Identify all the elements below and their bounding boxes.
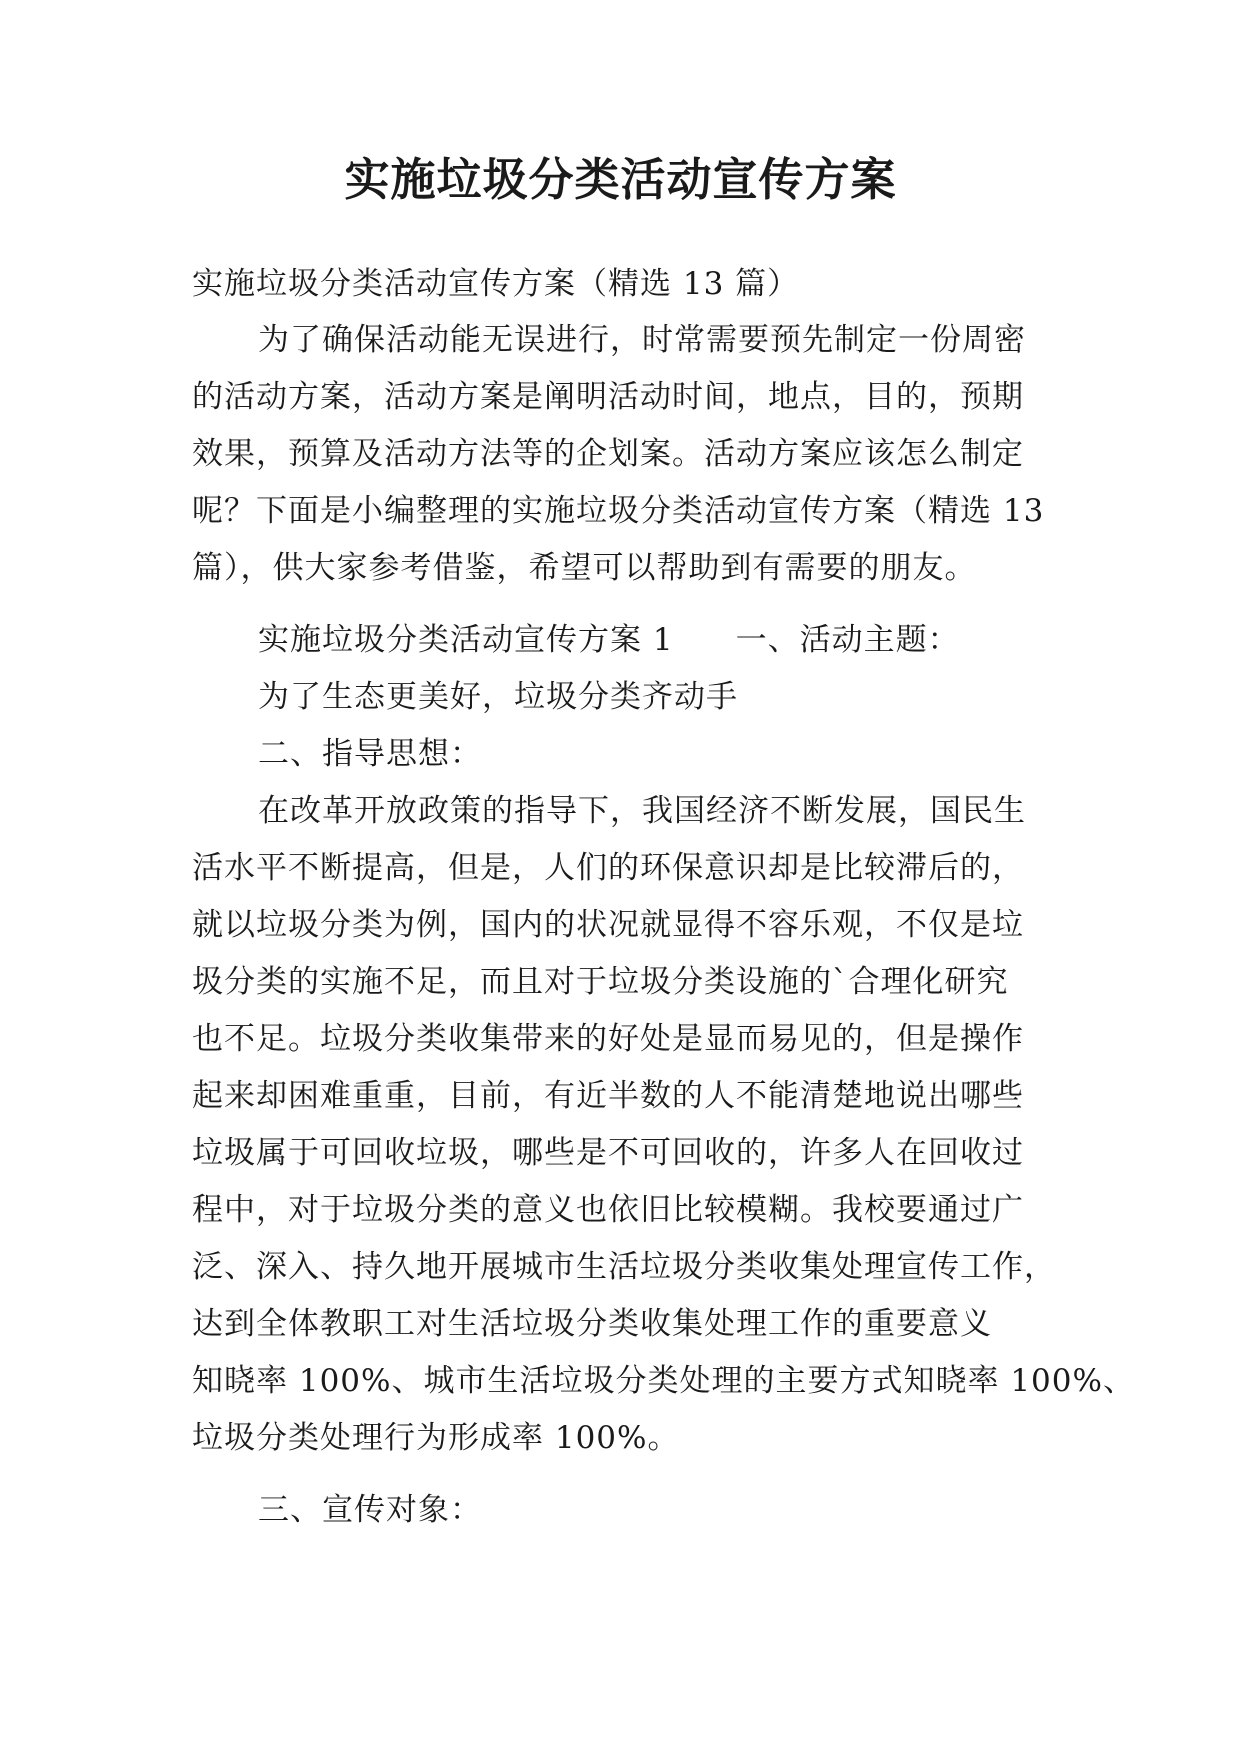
intro-line: 为了确保活动能无误进行，时常需要预先制定一份周密: [258, 322, 1026, 358]
intro-line: 篇），供大家参考借鉴，希望可以帮助到有需要的朋友。: [192, 550, 977, 586]
guide-line: 起来却困难重重，目前，有近半数的人不能清楚地说出哪些: [192, 1078, 1024, 1114]
intro-line: 呢？下面是小编整理的实施垃圾分类活动宣传方案（精选 13: [192, 493, 1045, 529]
theme-line: 为了生态更美好，垃圾分类齐动手: [258, 679, 738, 715]
guide-line: 也不足。垃圾分类收集带来的好处是显而易见的，但是操作: [192, 1021, 1024, 1057]
guide-line: 垃圾分类处理行为形成率 100%。: [192, 1420, 680, 1456]
guide-line: 达到全体教职工对生活垃圾分类收集处理工作的重要意义: [192, 1306, 992, 1342]
document-subtitle: 实施垃圾分类活动宣传方案（精选 13 篇）: [192, 266, 800, 302]
document-title: 实施垃圾分类活动宣传方案: [344, 153, 897, 206]
plan1-title: 实施垃圾分类活动宣传方案 1: [258, 622, 674, 658]
guide-line: 圾分类的实施不足，而且对于垃圾分类设施的`合理化研究: [192, 964, 1009, 1000]
section3-heading: 三、宣传对象：: [258, 1492, 482, 1528]
guide-line: 程中，对于垃圾分类的意义也依旧比较模糊。我校要通过广: [192, 1192, 1024, 1228]
plan-heading-line: [258, 620, 960, 660]
intro-line: 的活动方案，活动方案是阐明活动时间，地点，目的，预期: [192, 379, 1024, 415]
intro-line: 效果，预算及活动方法等的企划案。活动方案应该怎么制定: [192, 436, 1024, 472]
section1-heading: 一、活动主题：: [735, 622, 960, 658]
guide-line: 泛、深入、持久地开展城市生活垃圾分类收集处理宣传工作，: [192, 1249, 1056, 1285]
guide-line: 在改革开放政策的指导下，我国经济不断发展，国民生: [258, 793, 1026, 829]
guide-line: 活水平不断提高，但是，人们的环保意识却是比较滞后的，: [192, 850, 1024, 886]
guide-line: 就以垃圾分类为例，国内的状况就显得不容乐观，不仅是垃: [192, 907, 1024, 943]
guide-line: 知晓率 100%、城市生活垃圾分类处理的主要方式知晓率 100%、: [192, 1363, 1135, 1399]
guide-line: 垃圾属于可回收垃圾，哪些是不可回收的，许多人在回收过: [192, 1135, 1024, 1171]
section2-heading: 二、指导思想：: [258, 736, 482, 772]
